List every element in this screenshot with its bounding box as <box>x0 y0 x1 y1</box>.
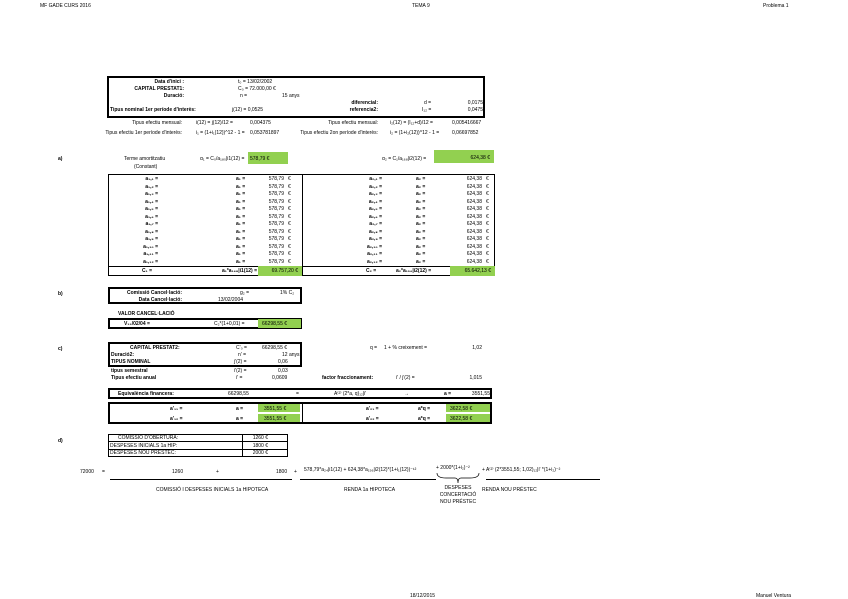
durada-label: Duració: <box>163 93 184 99</box>
efectiu-mensual-label: Tipus efectiu mensual: <box>132 120 182 126</box>
c1-label: C₁ = <box>142 268 152 274</box>
term-symbol: a₁ = <box>236 221 246 227</box>
term-value: 624,38 <box>466 221 482 227</box>
term-currency: € <box>486 236 489 242</box>
table-row <box>0 176 848 183</box>
r1-value: 3551,55 € <box>264 406 287 412</box>
term-value: 624,38 <box>466 251 482 257</box>
table-row <box>0 206 848 213</box>
underline-2 <box>300 479 436 480</box>
underline-4 <box>486 479 600 480</box>
q-label: q = <box>370 345 378 351</box>
efectiu-mensual2-label: Tipus efectiu mensual: <box>328 120 378 126</box>
efectiu-1er-formula: i₁ = (1+i₁(12))^12 - 1 = <box>196 130 245 136</box>
term-symbol: a₁ = <box>236 236 246 242</box>
r1-label2: a'₂₁ = <box>366 406 379 412</box>
term-symbol: a₂ = <box>416 213 426 220</box>
table-row <box>0 199 848 206</box>
term-value: 578,79 <box>268 176 284 182</box>
efectiu-mensual2-formula: i₂(12) = (I₁₂+d)/12 = <box>390 120 433 126</box>
term-label: a₁,₇ = <box>145 221 158 227</box>
data-inici-value: t₀ = 13/02/2002 <box>238 79 273 85</box>
underline-1 <box>110 479 292 480</box>
r1-sym2: a*q = <box>418 406 431 412</box>
eq-1800: 1800 <box>276 469 288 475</box>
term-label: a₂,₁₀ = <box>366 243 382 250</box>
section-c-label: c) <box>58 346 63 352</box>
term-currency: € <box>288 198 291 205</box>
term-currency: € <box>288 251 291 257</box>
anual-sym: i' = <box>236 375 243 381</box>
fraccionament-label: factor fraccionament: <box>322 375 374 381</box>
efectiu-2on-label: Tipus efectiu 2on període d'interès: <box>300 130 378 136</box>
term-currency: € <box>288 228 291 235</box>
term-currency: € <box>486 191 489 197</box>
term-value: 578,79 <box>268 213 284 220</box>
v-label: V₁₃/02/04 = <box>124 321 150 327</box>
term-currency: € <box>486 206 489 212</box>
term-value: 578,79 <box>268 243 284 250</box>
term-label: a₂,₁₁ = <box>367 251 382 257</box>
term-symbol: a₁ = <box>236 213 246 220</box>
q-value: 1,02 <box>472 345 482 351</box>
despeses-hip-value: 1800 € <box>252 443 268 449</box>
term-symbol: a₂ = <box>416 258 426 265</box>
anual-label: Tipus efectiu anual <box>111 375 157 381</box>
equiv-a-value: 3551,55 <box>471 391 490 397</box>
term-symbol: a₁ = <box>236 258 246 265</box>
term-value: 578,79 <box>268 191 284 197</box>
term-value: 624,38 <box>466 236 482 242</box>
term-currency: € <box>486 183 489 190</box>
q-desc: 1 + % creixement = <box>384 345 428 351</box>
term-currency: € <box>486 228 489 235</box>
c2-value: 65.642,13 € <box>464 268 491 274</box>
caption-3c: NOU PRÉSTEC <box>439 499 477 505</box>
term-symbol: a₂ = <box>416 191 426 197</box>
eq-plus: + <box>216 469 219 475</box>
durada-n: n = <box>240 93 248 99</box>
term-currency: € <box>288 243 291 250</box>
table-row <box>0 184 848 191</box>
efectiu-2on-value: 0,06697852 <box>452 130 479 136</box>
comissio-cancel-sym: g₂ = <box>240 290 250 296</box>
efectiu-2on-formula: i₂ = (1+i₂(12))^12 - 1 = <box>390 130 440 136</box>
term-value: 578,79 <box>268 258 284 265</box>
despeses-nou-value: 2000 € <box>252 450 268 456</box>
term-label: a₁,₁₀ = <box>143 243 158 250</box>
term-currency: € <box>486 198 489 205</box>
term-label: a₁,₄ = <box>145 198 158 205</box>
term-value: 624,38 <box>466 258 482 265</box>
diferencial-label: diferencial: <box>351 100 378 106</box>
data-inici-label: Data d'inici : <box>154 79 184 85</box>
diferencial-sym: d = <box>424 100 432 106</box>
expenses-divider <box>242 434 243 457</box>
a1-value: 578,79 € <box>250 156 270 162</box>
equiv-a: a = <box>444 391 452 397</box>
term-label: a₂,₂ = <box>369 183 382 190</box>
capital2-label: CAPITAL PRESTAT2: <box>130 345 180 351</box>
a2-formula: α₂ = C₁/a₁₆₈|i2(12) = <box>382 156 427 162</box>
term-currency: € <box>288 258 291 265</box>
term-currency: € <box>288 213 291 220</box>
nominal-label: TIPUS NOMINAL <box>111 359 151 365</box>
c1-formula: a₁*a₁₆₈|i1(12) = <box>222 268 258 274</box>
term-symbol: a₂ = <box>416 206 426 212</box>
term-symbol: a₁ = <box>236 176 246 182</box>
term-currency: € <box>486 176 489 182</box>
r2-label: a'₁₂ = <box>170 416 183 422</box>
semestral-label: tipus semestral <box>111 368 148 374</box>
annuity-terms-divider <box>302 402 303 424</box>
term-label: a₂,₅ = <box>369 206 382 212</box>
term-value: 624,38 <box>466 243 482 250</box>
equiv-value: 66298,55 <box>228 391 249 397</box>
a1-formula: α₁ = C₀/a₁₈₀|i1(12) = <box>200 156 245 162</box>
term-currency: € <box>486 251 489 257</box>
table-row <box>0 259 848 266</box>
referencia-label: referencia2: <box>349 107 378 113</box>
r2-sym2: a*q = <box>418 416 431 422</box>
term-value: 578,79 <box>268 206 284 212</box>
header-center: TEMA 9 <box>412 3 430 9</box>
eq-plus2: + <box>294 469 297 475</box>
term-symbol: a₂ = <box>416 236 426 242</box>
term-currency: € <box>288 221 291 227</box>
referencia-value: 0,0475 <box>467 107 483 113</box>
term-label: a₁,₉ = <box>145 236 158 242</box>
r1-sym: a = <box>236 406 244 412</box>
referencia-sym: I₁₂ = <box>422 107 432 113</box>
term-value: 624,38 <box>466 228 482 235</box>
term-symbol: a₁ = <box>236 228 246 235</box>
term-symbol: a₂ = <box>416 198 426 205</box>
v-value: 66298,55 € <box>262 321 288 327</box>
terme-sub: (Constant) <box>134 164 158 170</box>
r2-value: 3551,55 € <box>264 416 287 422</box>
comissio-obertura-value: 1260 € <box>252 435 268 441</box>
r1-label: a'₁₁ = <box>170 406 183 412</box>
term-currency: € <box>288 191 291 197</box>
durada2-value: 12 anys <box>282 352 300 358</box>
term-symbol: a₁ = <box>236 183 246 190</box>
section-a-label: a) <box>58 156 63 162</box>
table-row <box>0 191 848 198</box>
term-symbol: a₂ = <box>416 243 426 250</box>
tipus-nominal-label: Tipus nominal 1er període d'interès: <box>110 107 196 113</box>
term-value: 624,38 <box>466 206 482 212</box>
comissio-obertura-label: COMISSIÓ D'OBERTURA: <box>118 435 179 441</box>
term-label: a₂,₈ = <box>368 228 382 235</box>
term-symbol: a₁ = <box>236 251 246 257</box>
term-value: 624,38 <box>466 176 482 182</box>
caption-3b: CONCERTACIÓ <box>439 492 477 498</box>
eq-despeses: + 2000*(1+i₂)⁻² <box>436 465 470 471</box>
term-label: a₂,₃ = <box>368 191 382 197</box>
term-label: a₁,₂ = <box>145 183 158 190</box>
term-currency: € <box>486 243 489 250</box>
table-row <box>0 229 848 236</box>
table-row <box>0 214 848 221</box>
term-label: a₂,₆ = <box>369 213 382 220</box>
table-row <box>0 244 848 251</box>
comissio-cancel-value: 1% C₂ <box>280 290 295 296</box>
r2-value2: 3622,58 € <box>450 416 473 422</box>
eq-equals: = <box>102 469 105 475</box>
brace-icon <box>436 472 480 484</box>
term-symbol: a₂ = <box>416 183 426 190</box>
despeses-hip-label: DESPESES INICIALS 1a HIP: <box>110 443 178 449</box>
term-symbol: a₂ = <box>416 221 426 227</box>
capital-value: C₀ = 72.000,00 € <box>238 86 276 92</box>
a2-value: 624,38 € <box>470 155 490 161</box>
term-value: 578,79 <box>268 221 284 227</box>
eq-renda: 578,79*a₂₄|i1(12) + 624,38*a₁₅₆|i2(12)*(1+i₁(12))⁻¹² <box>304 467 417 473</box>
c1-value: 69.757,20 € <box>271 268 298 274</box>
nominal-value: 0,06 <box>278 359 288 365</box>
term-label: a₁,₆ = <box>145 213 158 220</box>
durada2-sym: n' = <box>238 352 247 358</box>
term-value: 578,79 <box>268 236 284 242</box>
expenses-line-1 <box>108 441 288 442</box>
capital-label: CAPITAL PRESTAT1: <box>134 86 184 92</box>
footer-date: 18/12/2015 <box>410 593 436 599</box>
caption-4: RENDA NOU PRÉSTEC <box>482 487 537 493</box>
caption-1: COMISSIÓ I DESPESES INICIALS 1a HIPOTECA <box>156 487 269 493</box>
term-currency: € <box>486 221 489 227</box>
term-symbol: a₂ = <box>416 228 426 235</box>
caption-2: RENDA 1a HIPOTECA <box>344 487 396 493</box>
table-row <box>0 221 848 228</box>
efectiu-mensual-value: 0,004375 <box>250 120 271 126</box>
anual-value: 0,0609 <box>272 375 288 381</box>
efectiu-mensual-formula: i(12) = j(12)/12 = <box>196 120 233 126</box>
durada-value: 15 anys <box>282 93 300 99</box>
eq-nou: + A⁽²⁾ (2*3551,55; 1,02)₁₂|i' *(1+i₂)⁻² <box>482 467 561 473</box>
data-cancel-value: 13/02/2004 <box>218 297 244 303</box>
term-value: 578,79 <box>268 228 284 235</box>
equiv-formula: A⁽²⁾ (2*a, q)₁₂|i' <box>334 391 367 397</box>
nominal-sym: j'(2) = <box>234 359 247 365</box>
equiv-label: Equivalència financera: <box>118 391 174 397</box>
term-label: a₁,₁₁ = <box>143 251 158 257</box>
term-label: a₁,₁₂ = <box>143 258 158 265</box>
term-currency: € <box>486 213 489 220</box>
term-symbol: a₁ = <box>236 198 246 205</box>
term-symbol: a₁ = <box>236 191 246 197</box>
semestral-value: 0,03 <box>278 368 288 374</box>
efectiu-1er-value: 0,053781897 <box>250 130 280 136</box>
c2-formula: a₂*a₁₅₆|i2(12) = <box>396 268 432 274</box>
durada2-label: Duració2: <box>111 352 135 358</box>
term-symbol: a₁ = <box>236 206 246 212</box>
table-row <box>0 236 848 243</box>
capital2-sym: C'₀ = <box>236 345 247 351</box>
term-value: 578,79 <box>268 183 284 190</box>
term-label: a₂,₄ = <box>368 198 382 205</box>
r2-label2: a'₂₂ = <box>366 416 379 422</box>
r1-value2: 3622,58 € <box>450 406 473 412</box>
section-d-label: d) <box>58 438 63 444</box>
term-value: 578,79 <box>268 198 284 205</box>
term-value: 624,38 <box>466 183 482 190</box>
data-cancel-label: Data Cancel·lació: <box>138 297 182 303</box>
equiv-arrow: → <box>404 391 409 397</box>
header-left: MF GADE CURS 2016 <box>40 3 91 9</box>
term-currency: € <box>288 206 291 212</box>
term-label: a₂,₇ = <box>369 221 382 227</box>
section-b-label: b) <box>58 291 63 297</box>
term-label: a₂,₁ = <box>369 176 382 182</box>
term-label: a₁,₅ = <box>145 206 158 212</box>
tipus-nominal-value: j(12) = 0,0525 <box>232 107 263 113</box>
despeses-nou-label: DESPESES NOU PRÉSTEC: <box>110 450 176 456</box>
eq-72000: 72000 <box>80 469 94 475</box>
footer-author: Manuel Ventura <box>756 593 792 599</box>
term-label: a₂,₁₂ = <box>367 258 382 265</box>
term-label: a₁,₃ = <box>145 191 158 197</box>
valor-cancel-label: VALOR CANCEL·LACIÓ <box>118 311 175 317</box>
terme-label: Terme amortitzatiu <box>124 156 166 162</box>
term-currency: € <box>288 176 291 182</box>
diferencial-value: 0,0175 <box>467 100 483 106</box>
term-label: a₁,₈ = <box>145 228 158 235</box>
eq-1260: 1260 <box>172 469 184 475</box>
term-symbol: a₂ = <box>416 176 426 182</box>
term-label: a₁,₁ = <box>145 176 158 182</box>
table-row <box>0 251 848 258</box>
term-currency: € <box>486 258 489 265</box>
v-formula: C₂*(1+0,01) = <box>214 321 245 327</box>
header-right: Problema 1 <box>763 3 789 9</box>
r2-sym: a = <box>236 416 244 422</box>
comissio-cancel-label: Comissió Cancel·lació: <box>126 290 182 296</box>
term-value: 624,38 <box>466 213 482 220</box>
capital2-value: 66298,55 € <box>262 345 288 351</box>
term-value: 578,79 <box>268 251 284 257</box>
term-value: 624,38 <box>466 191 482 197</box>
equiv-eq: = <box>296 391 299 397</box>
term-label: a₂,₉ = <box>369 236 382 242</box>
term-currency: € <box>288 236 291 242</box>
semestral-sym: i'(2) = <box>234 368 247 374</box>
fraccionament-formula: i' / j'(2) = <box>396 375 415 381</box>
fraccionament-value: 1,015 <box>469 375 482 381</box>
caption-3a: DESPESES <box>444 485 472 491</box>
term-currency: € <box>288 183 291 190</box>
efectiu-1er-label: Tipus efectiu 1er període d'interès: <box>105 130 182 136</box>
term-symbol: a₂ = <box>416 251 426 257</box>
c2-label: C₂ = <box>366 268 377 274</box>
term-symbol: a₁ = <box>236 243 246 250</box>
term-value: 624,38 <box>466 198 482 205</box>
annuity-terms-box <box>108 402 492 424</box>
efectiu-mensual2-value: 0,005416667 <box>452 120 482 126</box>
